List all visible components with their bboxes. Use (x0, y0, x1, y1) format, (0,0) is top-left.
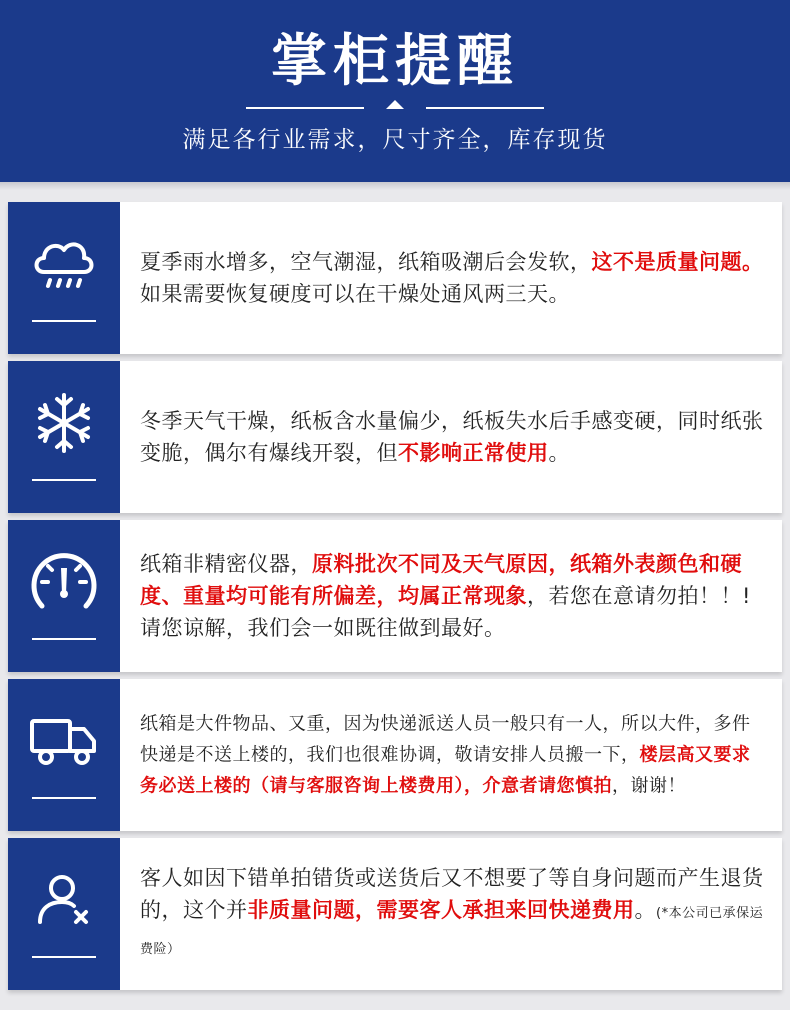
icon-panel (8, 202, 120, 354)
notice-text: 夏季雨水增多，空气潮湿，纸箱吸潮后会发软，这不是质量问题。如果需要恢复硬度可以在干燥处通风两三天。 (140, 250, 764, 306)
gauge-icon (28, 546, 100, 618)
icon-underline (32, 479, 96, 481)
rain-cloud-icon (28, 228, 100, 300)
delivery-truck-icon (28, 705, 100, 777)
icon-panel (8, 679, 120, 831)
user-cancel-icon (28, 864, 100, 936)
page-title: 掌柜提醒 (271, 29, 519, 94)
title-divider-left (246, 107, 364, 109)
notice-card-returns (8, 838, 782, 990)
icon-underline (32, 956, 96, 958)
icon-panel (8, 838, 120, 990)
notice-text: 纸箱非精密仪器，原料批次不同及天气原因，纸箱外表颜色和硬度、重量均可能有所偏差，均属正常现象，若您在意请勿拍！！!请您谅解，我们会一如既往做到最好。 (140, 552, 751, 640)
icon-panel (8, 520, 120, 672)
notice-card-delivery (8, 679, 782, 831)
snowflake-icon (28, 387, 100, 459)
icon-underline (32, 638, 96, 640)
icon-panel (8, 361, 120, 513)
title-divider-triangle (386, 100, 404, 109)
notice-card-humidity (8, 202, 782, 354)
notice-text: 冬季天气干燥，纸板含水量偏少，纸板失水后手感变硬，同时纸张变脆，偶尔有爆线开裂，但不影响正常使用。 (140, 409, 764, 465)
title-divider-right (426, 107, 544, 109)
notice-text: 纸箱是大件物品、又重，因为快递派送人员一般只有一人，所以大件，多件快递是不送上楼的，我们也很难协调，敬请安排人员搬一下，楼层高又要求务必送上楼的（请与客服咨询上楼费用），介意者请您慎拍，谢谢！ (140, 713, 751, 797)
icon-underline (32, 320, 96, 322)
page-subtitle: 满足各行业需求，尺寸齐全，库存现货 (182, 127, 608, 153)
icon-underline (32, 797, 96, 799)
notice-card-dryness (8, 361, 782, 513)
notice-text: 客人如因下错单拍错货或送货后又不想要了等自身问题而产生退货的，这个并非质量问题，需要客人承担来回快递费用。(*本公司已承保运费险） (140, 866, 764, 957)
notice-card-variance (8, 520, 782, 672)
header-banner (0, 0, 790, 182)
